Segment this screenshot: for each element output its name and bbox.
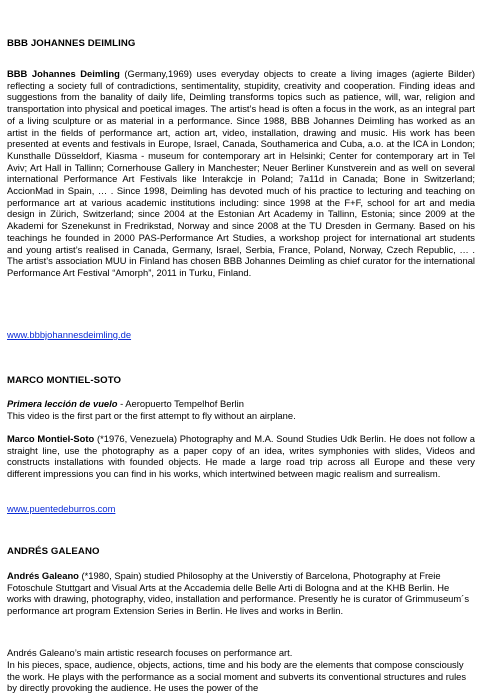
bio-paragraph-galeano — [7, 570, 475, 617]
bio-name-galeano: Andrés Galeano — [7, 570, 79, 581]
bio-text-galeano: (*1980, Spain) studied Philosophy at the Universtiy of Barcelona, Photography at Freie Fotoschule Stuttgart and Visual Arts at the Accademia delle Belle Arti di Bologna and at the KHB Berlin. He works with drawing, photography, video, installation and performance. Presently he is curator of Grimmuseum´s performance art program Extension Series in Berlin. He lives and works in Berlin. — [7, 570, 470, 617]
research-paragraph-galeano: In his pieces, space, audience, objects, actions, time and his body are the elements that compose consciously the work. He plays with the performance as a social moment and subverts its conventional structures and rules by directly provoking the audience. He uses the power of the — [7, 659, 467, 694]
bio-paragraph-deimling — [7, 68, 475, 279]
work-title-montiel-soto: Primera lección de vuelo — [7, 398, 118, 409]
work-venue-montiel-soto: - Aeropuerto Tempelhof Berlin — [117, 398, 244, 409]
section-heading-galeano: ANDRÉS GALEANO — [7, 546, 100, 557]
website-link-montiel-soto[interactable]: www.puentedeburros.com — [7, 503, 116, 514]
bio-paragraph-montiel-soto — [7, 433, 475, 480]
section-heading-montiel-soto: MARCO MONTIEL-SOTO — [7, 375, 122, 386]
bio-name-deimling: BBB Johannes Deimling — [7, 68, 120, 79]
work-description-montiel-soto: This video is the first part or the first attempt to fly without an airplane. — [7, 410, 296, 421]
work-title-line-montiel-soto — [7, 398, 475, 410]
bio-name-montiel-soto: Marco Montiel-Soto — [7, 433, 95, 444]
section-heading-deimling: BBB JOHANNES DEIMLING — [7, 38, 136, 49]
bio-text-montiel-soto: (*1976, Venezuela) Photography and M.A. Sound Studies Udk Berlin. He does not follow a straight line, use the photography as a paper copy of an idea, writes symphonies with slides, Videos and constructs installations with founded objects. He made a large road trip across all Europe and these very different impressions you can find in his works, which intertwined between magic realism and surrealism. — [7, 433, 475, 480]
research-line-galeano: Andrés Galeano’s main artistic research focuses on performance art. — [7, 647, 293, 658]
website-link-deimling[interactable]: www.bbbjohannesdeimling.de — [7, 329, 132, 340]
bio-text-deimling: (Germany,1969) uses everyday objects to create a living images (agierte Bilder) reflecting a society full of contradictions, sentimentality, stupidity, creativity and cooperation. Finding ideas and suggestions from the banality of daily life, Deimling transforms topics such as patience, will, war, religion and transportation into physical and poetical images. The artist’s head is often a focus in the work, as an integral part of a living sculpture or as material in a performance. Since 1988, BBB Johannes Deimling has worked as an artist in the fields of performance art, action art, video, installation, drawing and music. His work has been presented at events and festivals in Europe, Israel, Canada, Southamerica and Cuba, a.o. at the ICA in London; Kunsthalle Düsseldorf, Kiasma - museum for contemporary art in Helsinki; Center for contemporary art in Tel Aviv; Art Hall in Tallinn; Cornerhouse Gallery in Manchester; Neuer Berliner Kunstverein and as well on several international Performance Art Festivals like Interakcje in Poland; 7a11d in Canada; Bone in Switzerland; AccionMad in Spain, … . Since 1998, Deimling has devoted much of his practice to lecturing and teaching on performance art at various academic institutions including: since 1998 at the F+F, school for art and media design in Zürich, Switzerland; since 2004 at the Estonian Art Academy in Tallinn, Estonia; since 2009 at the Akademi for Szenekunst in Fredrikstad, Norway and since 2008 at the TU Dresden in Germany. Based on his teachings he founded in 2000 PAS-Performance Art Studies, a workshop project for international art students and young artist’s realised in Canada, Germany, Israel, Serbia, France, Poland, Norway, Czech Republic, … . The artist’s association MUU in Finland has chosen BBB Johannes Deimling as chief curator for the international Performance Art Festival “Amorph”, 2011 in Turku, Finland. — [7, 68, 475, 278]
